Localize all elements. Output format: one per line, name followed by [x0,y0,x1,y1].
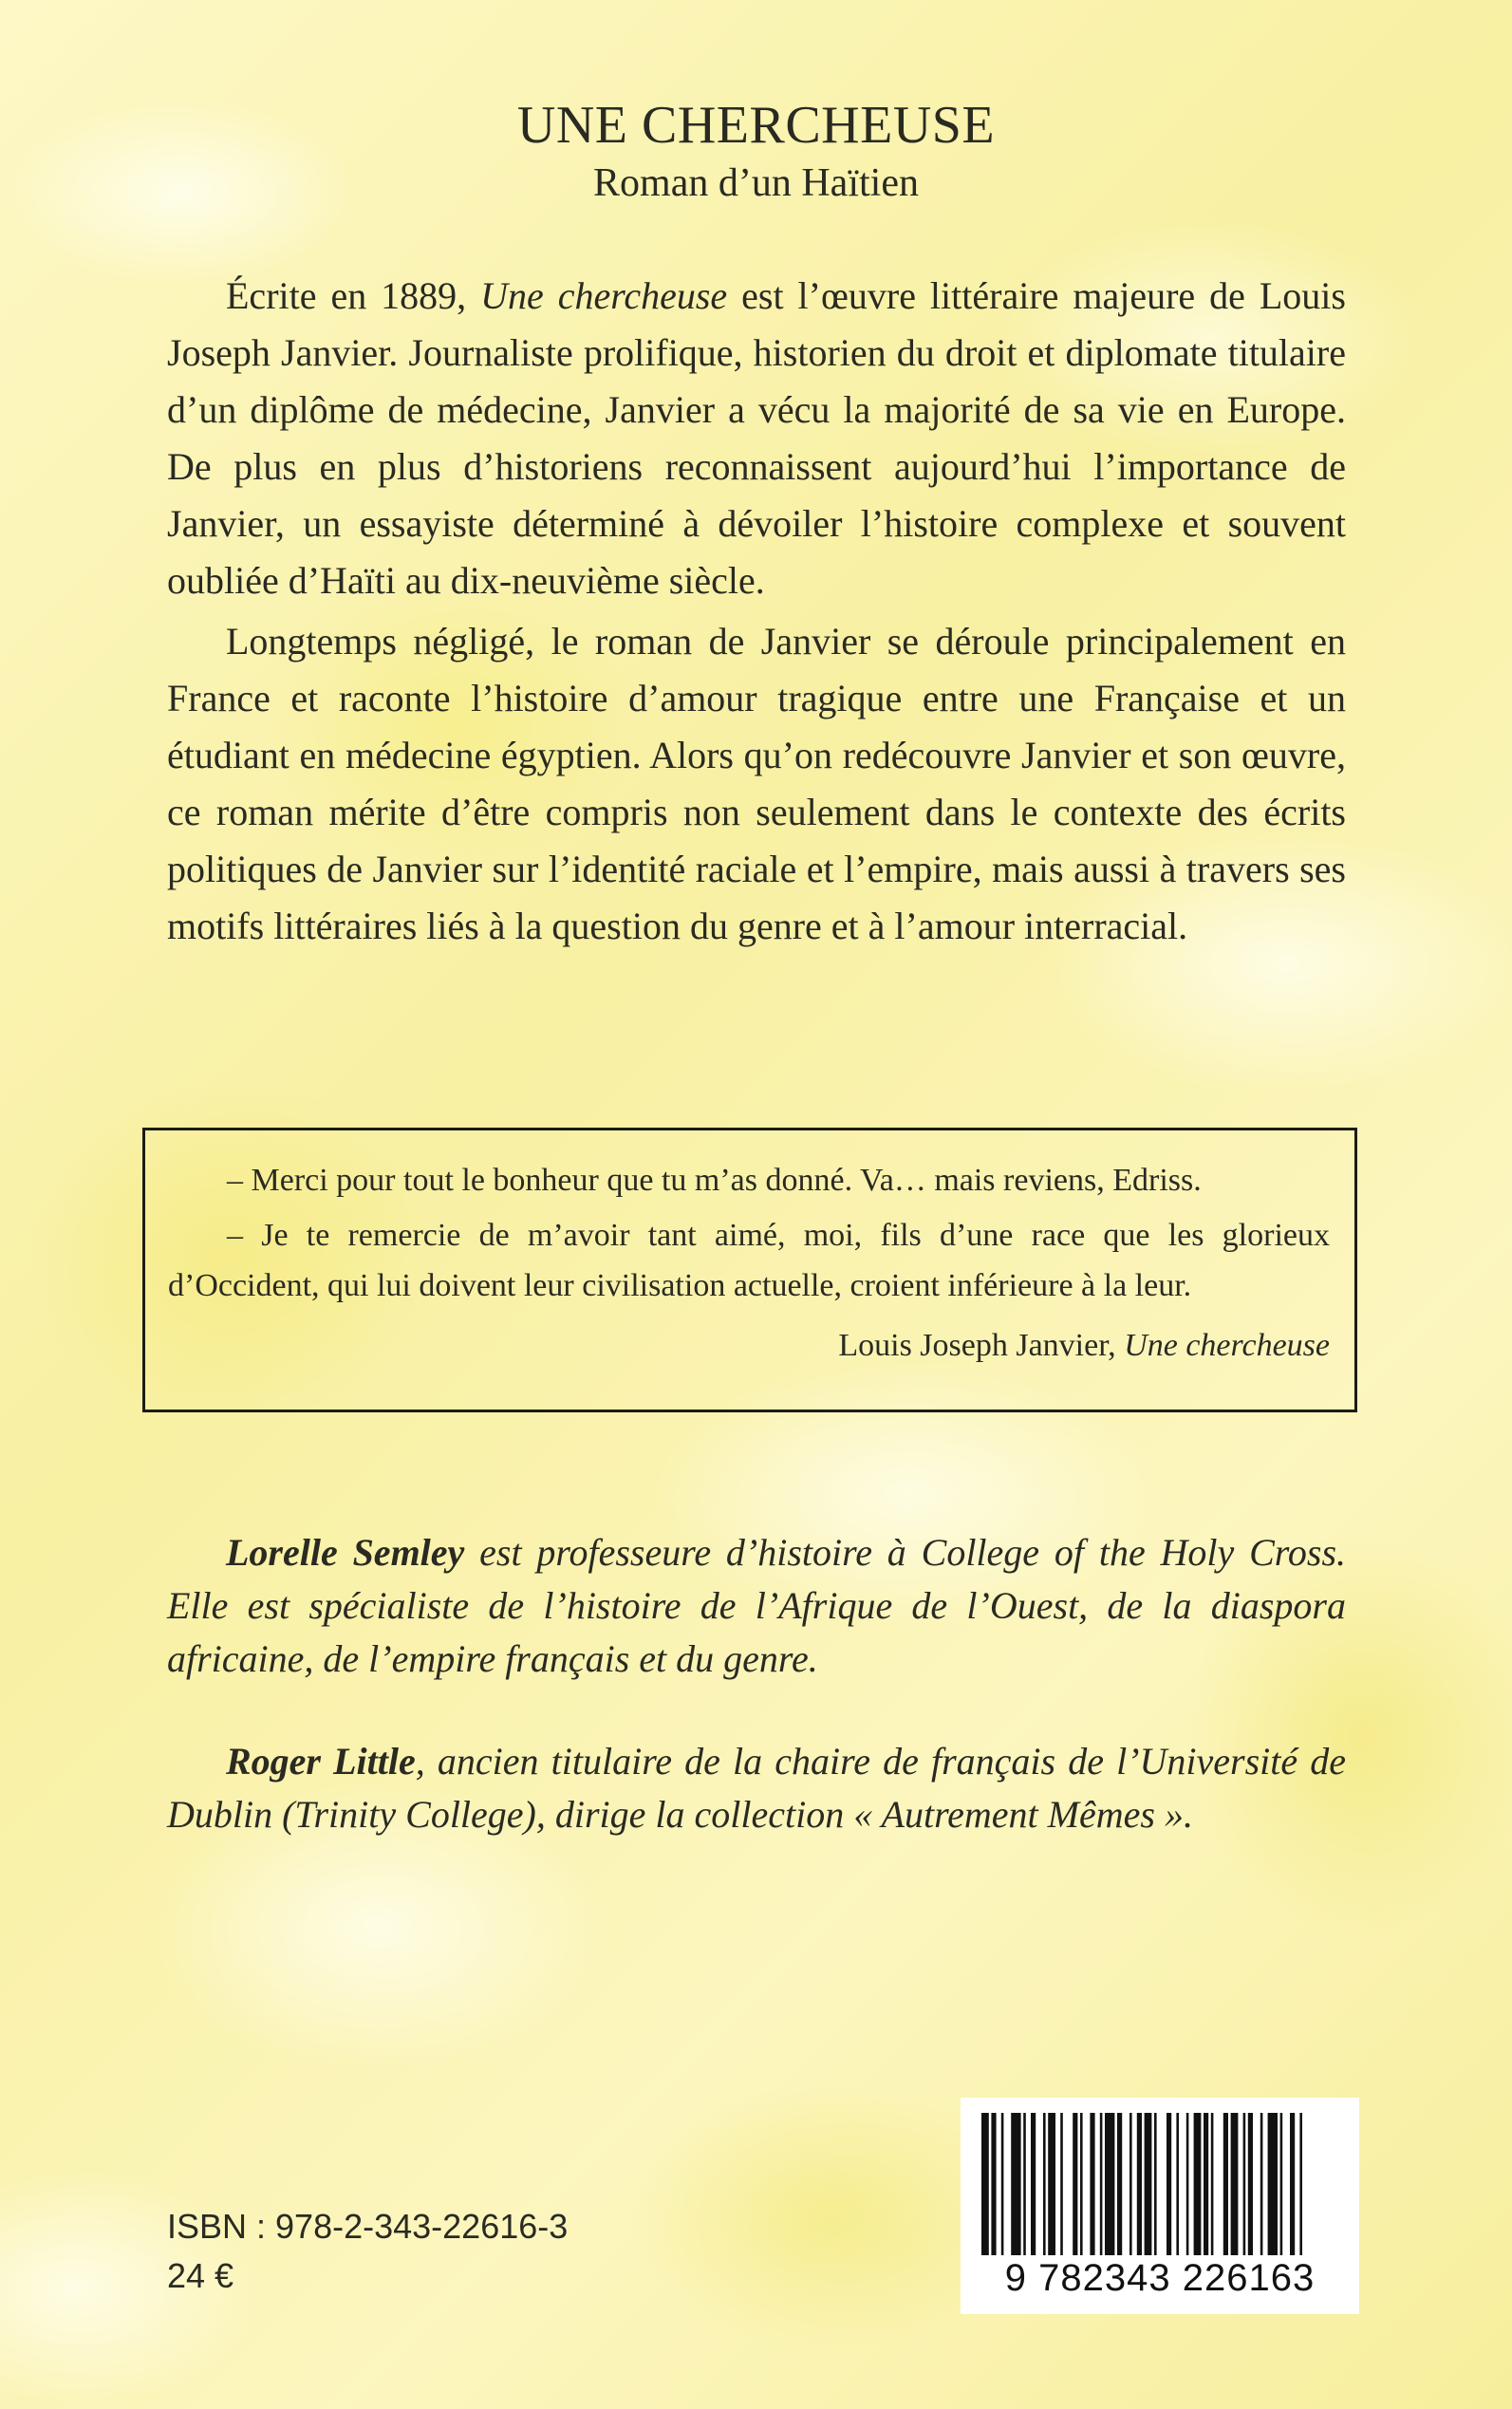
barcode-bar [1176,2113,1179,2255]
barcode-bars [961,2098,1359,2259]
barcode-digits: 9 782343 226163 [1004,2257,1316,2299]
barcode-bar [1080,2113,1083,2255]
summary-p1-book-title: Une chercheuse [480,274,728,317]
barcode-bar [1001,2113,1004,2255]
barcode-bar [1129,2113,1132,2255]
summary-p1-start: Écrite en 1889, [226,274,481,317]
bio-semley [167,1526,1346,1686]
summary [167,268,1346,955]
barcode-bar [1260,2113,1263,2255]
quote-attribution-title: Une chercheuse [1124,1328,1330,1363]
quote-line-1: – Merci pour tout le bonheur que tu m’as donné. Va… mais reviens, Edriss. [227,1163,1202,1198]
barcode-bar [1117,2113,1122,2255]
barcode-bar [1090,2113,1094,2255]
barcode-bar [981,2113,989,2255]
barcode-bar [1073,2113,1077,2255]
barcode-bar [1154,2113,1157,2255]
barcode-bar [1223,2113,1228,2255]
barcode-bar [1145,2113,1152,2255]
barcode-bar [1167,2113,1171,2255]
barcode-bar [1231,2113,1239,2255]
barcode-bar [1280,2113,1283,2255]
barcode-bar [1048,2113,1055,2255]
barcode-bar [1011,2113,1020,2255]
barcode-bar [1137,2113,1142,2255]
book-title: UNE CHERCHEUSE [516,96,996,155]
barcode-bar [1248,2113,1253,2255]
barcode-bar [1100,2113,1103,2255]
barcode-bar [1043,2113,1046,2255]
bio-semley-name: Lorelle Semley [226,1531,465,1574]
barcode-bar [1204,2113,1208,2255]
summary-paragraph-2: Longtemps négligé, le roman de Janvier se déroule principalement en France et raconte l’histoire d’amour tragique entre une Française et un étudiant en médecine égyptien. Alors qu’on redécouvre Janvier et son œuvre, ce roman mérite d’être compris non seulement dans le contexte des écrits politiques de Janvier sur l’identité raciale et l’empire, mais aussi à travers ses motifs littéraires liés à la question du genre et à l’amour interracial. [167,620,1346,947]
barcode-bar [1031,2113,1036,2255]
bio-little-paragraph [167,1735,1346,1841]
bio-little-name: Roger Little [226,1740,416,1783]
barcode-bar [1299,2113,1302,2255]
summary-p1-rest: est l’œuvre littéraire majeure de Louis Joseph Janvier. Journaliste prolifique, historien du droit et diplomate titulaire d’un diplôme de médecine, Janvier a vécu la majorité de sa vie en Europe. De plus en plus d’historiens reconnaissent aujourd’hui l’importance de Janvier, un essayiste déterminé à dévoiler l’histoire complexe et souvent oubliée d’Haïti au dix-neuvième siècle. [167,274,1346,602]
barcode-bar [1060,2113,1063,2255]
price-label: 24 € [167,2256,234,2295]
barcode [961,2098,1359,2314]
quote-attribution [168,1320,1330,1371]
barcode-bar [1186,2113,1189,2255]
quote-attribution-author: Louis Joseph Janvier, [838,1328,1125,1363]
barcode-bar [1023,2113,1026,2255]
quote-box [142,1128,1357,1412]
bio-semley-paragraph [167,1526,1346,1686]
quote-line-2: – Je te remercie de m’avoir tant aimé, moi, fils d’une race que les glorieux d’Occident, qui lui doivent leur civilisation actuelle, croient inférieure à la leur. [168,1218,1330,1303]
bio-little-text: , ancien titulaire de la chaire de français de l’Université de Dublin (Trinity College), dirige la collection « Autrement Mêmes ». [167,1740,1346,1836]
barcode-bar [1243,2113,1246,2255]
bio-semley-text: est professeure d’histoire à College of the Holy Cross. Elle est spécialiste de l’histoire de l’Afrique de l’Ouest, de la diaspora africaine, de l’empire français et du genre. [167,1531,1347,1680]
book-subtitle: Roman d’un Haïtien [593,161,919,205]
barcode-bar [991,2113,996,2255]
barcode-bar [1268,2113,1278,2255]
isbn-label: ISBN : 978-2-343-22616-3 [167,2207,569,2246]
summary-paragraph-1 [167,268,1346,609]
bio-little [167,1735,1346,1841]
barcode-bar [1105,2113,1114,2255]
barcode-bar [1290,2113,1295,2255]
barcode-bar [1194,2113,1202,2255]
barcode-bar [1211,2113,1214,2255]
